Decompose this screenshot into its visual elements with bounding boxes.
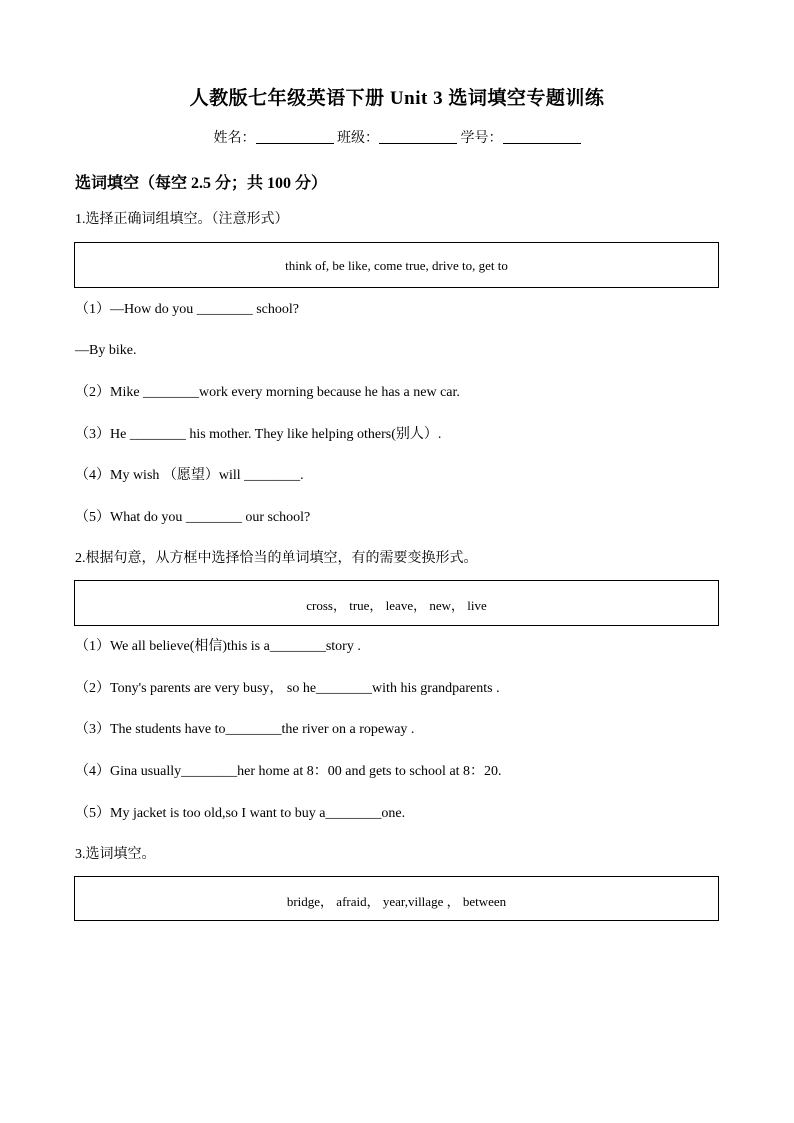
question-1-item-3: （3）He ________ his mother. They like helping others(别人）. [75, 427, 442, 442]
class-label: 班级： [337, 131, 379, 146]
question-1-item-5: （5）What do you ________ our school? [75, 510, 311, 525]
question-1-word-list: think of, be like, come true, drive to, get to [285, 258, 508, 273]
name-label: 姓名： [213, 131, 256, 146]
question-1-item-1: （1）—How do you ________ school? [75, 302, 299, 317]
question-1-heading: 1.选择正确词组填空。（注意形式） [75, 212, 289, 227]
question-2-item-3: （3）The students have to________the river on a ropeway . [75, 722, 415, 737]
question-1-item-2: （2）Mike ________work every morning because he has a new car. [75, 385, 460, 400]
name-blank [256, 129, 334, 144]
question-2-word-box [74, 580, 719, 626]
question-1-item-1-answer: —By bike. [75, 343, 137, 358]
question-3-word-box [74, 876, 719, 921]
question-2-item-5: （5）My jacket is too old,so I want to buy a________one. [75, 806, 406, 821]
question-1-item-4: （4）My wish （愿望）will ________. [75, 468, 304, 483]
section-heading: 选词填空（每空 2.5 分；共 100 分） [75, 175, 328, 192]
question-3-heading: 3.选词填空。 [75, 847, 156, 862]
number-label: 学号： [460, 131, 503, 146]
question-2-item-2: （2）Tony's parents are very busy， so he________with his grandparents . [75, 681, 500, 696]
class-blank [379, 129, 457, 144]
question-2-heading: 2.根据句意，从方框中选择恰当的单词填空，有的需要变换形式。 [75, 551, 478, 566]
question-3-word-list: bridge， afraid， year,village ， between [286, 894, 507, 909]
page-title: 人教版七年级英语下册 Unit 3 选词填空专题训练 [189, 88, 605, 109]
question-1-word-box [74, 242, 719, 288]
question-2-word-list: cross， true， leave， new， live [306, 598, 487, 613]
question-2-item-4: （4）Gina usually________her home at 8：00 and gets to school at 8：20. [75, 764, 502, 779]
number-blank [503, 129, 581, 144]
question-2-item-1: （1）We all believe(相信)this is a________story . [75, 639, 361, 654]
student-info-line [0, 127, 794, 147]
